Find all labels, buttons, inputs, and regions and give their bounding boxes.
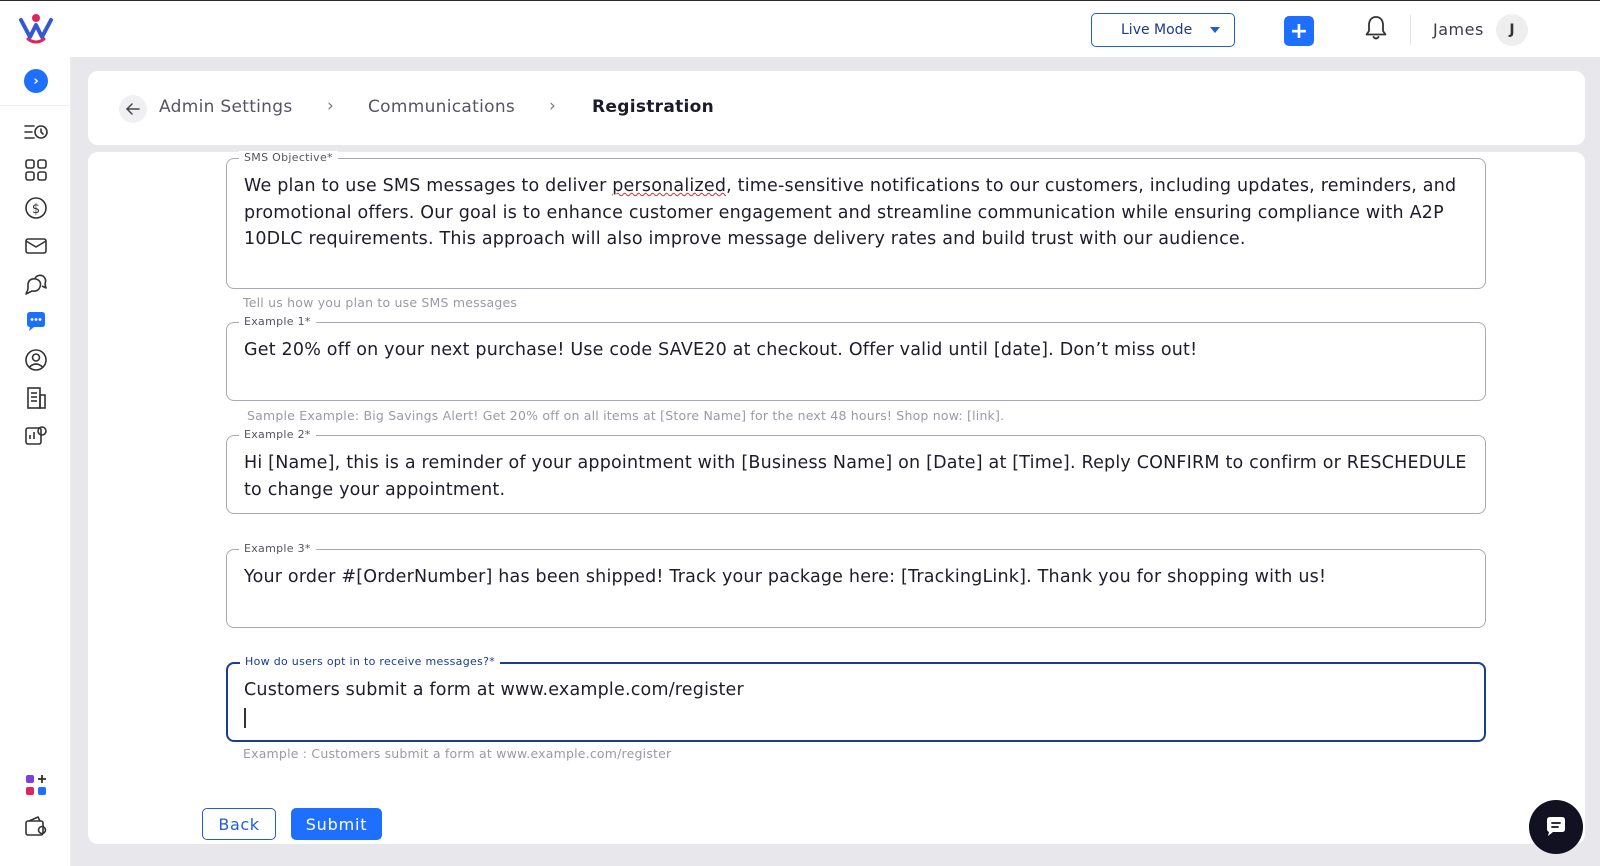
back-arrow-button[interactable] [119, 95, 147, 123]
example3-field[interactable] [226, 542, 1486, 628]
example1-label: Example 1* [239, 315, 316, 328]
user-circle-icon[interactable] [23, 347, 49, 373]
chevron-down-icon [1210, 27, 1220, 33]
example1-value: Get 20% off on your next purchase! Use code SAVE20 at checkout. Offer valid until [date]. Don’t miss out! [244, 340, 1198, 360]
arrow-left-icon [125, 101, 141, 117]
dollar-icon[interactable] [23, 195, 49, 221]
activity-list-icon[interactable] [23, 119, 49, 145]
avatar[interactable]: J [1496, 14, 1528, 46]
app-logo-icon[interactable] [18, 11, 54, 47]
sms-objective-helper: Tell us how you plan to use SMS messages [243, 295, 518, 310]
spellcheck-flagged-word: personalized [612, 176, 727, 196]
example2-value: Hi [Name], this is a reminder of your appointment with [Business Name] on [Date] at [Time]. Reply CONFIRM to confirm or RESCHEDULE to change your appointment. [244, 453, 1467, 500]
sms-objective-text-start: We plan to use SMS messages to deliver [244, 176, 613, 196]
opt-in-label: How do users opt in to receive messages?* [240, 655, 500, 668]
example2-field[interactable] [226, 428, 1486, 514]
example1-helper: Sample Example: Big Savings Alert! Get 20% off on all items at [Store Name] for the next 48 hours! Shop now: [link]. [247, 408, 1005, 423]
sms-chat-icon[interactable] [23, 309, 49, 335]
chevron-right-icon: › [327, 96, 334, 116]
mail-icon[interactable] [23, 233, 49, 259]
gear-chart-icon[interactable] [23, 423, 49, 449]
building-icon[interactable] [23, 385, 49, 411]
user-name[interactable]: James [1433, 20, 1484, 39]
submit-button[interactable]: Submit [291, 808, 382, 840]
mode-select-value: Live Mode [1121, 22, 1193, 38]
example1-field[interactable] [226, 315, 1486, 401]
opt-in-value [244, 677, 1466, 728]
grid-icon[interactable] [23, 157, 49, 183]
registration-form [88, 152, 1585, 844]
chevron-right-icon: › [549, 96, 556, 116]
example3-value: Your order #[OrderNumber] has been shipped! Track your package here: [TrackingLink]. Thank you for shopping with us! [244, 567, 1327, 587]
chat-support-button[interactable] [1529, 800, 1583, 854]
sidebar [0, 57, 71, 866]
sms-objective-label: SMS Objective* [239, 151, 338, 164]
add-button[interactable] [1284, 16, 1314, 46]
opt-in-helper: Example : Customers submit a form at www.example.com/register [243, 746, 672, 761]
chevron-right-icon: › [33, 73, 39, 89]
breadcrumb [88, 71, 1585, 145]
header-divider [1410, 15, 1411, 45]
mode-select[interactable] [1091, 13, 1235, 47]
text-cursor [244, 708, 246, 728]
bell-icon[interactable] [1363, 14, 1389, 42]
opt-in-text: Customers submit a form at www.example.com/register [244, 680, 744, 700]
chat-bubbles-icon[interactable] [23, 271, 49, 297]
sms-objective-field[interactable] [226, 151, 1486, 289]
wallet-gear-icon[interactable] [23, 814, 49, 840]
back-button[interactable]: Back [202, 808, 276, 840]
chat-icon [1543, 814, 1569, 840]
example3-label: Example 3* [239, 542, 316, 555]
sidebar-divider [0, 105, 71, 106]
breadcrumb-admin-settings[interactable]: Admin Settings [159, 97, 293, 117]
sidebar-expand-button[interactable] [24, 69, 48, 93]
opt-in-field[interactable] [226, 655, 1486, 742]
sms-objective-text-end: , time-sensitive notifications to our customers, including updates, reminders, and promotional offers. Our goal is to enhance customer engagement and streamline communication while ensuring compliance with A2P 10DLC requirements. This approach will also improve message delivery rates and build trust with our audience. [244, 176, 1457, 249]
svg-text:$: $ [31, 202, 41, 217]
page-title: Registration [592, 97, 715, 117]
breadcrumb-communications[interactable]: Communications [368, 97, 516, 117]
example2-label: Example 2* [239, 428, 316, 441]
sms-objective-value [244, 173, 1467, 253]
plus-icon: + [1289, 18, 1309, 44]
apps-add-icon[interactable] [23, 772, 49, 798]
top-bar [0, 0, 1600, 57]
